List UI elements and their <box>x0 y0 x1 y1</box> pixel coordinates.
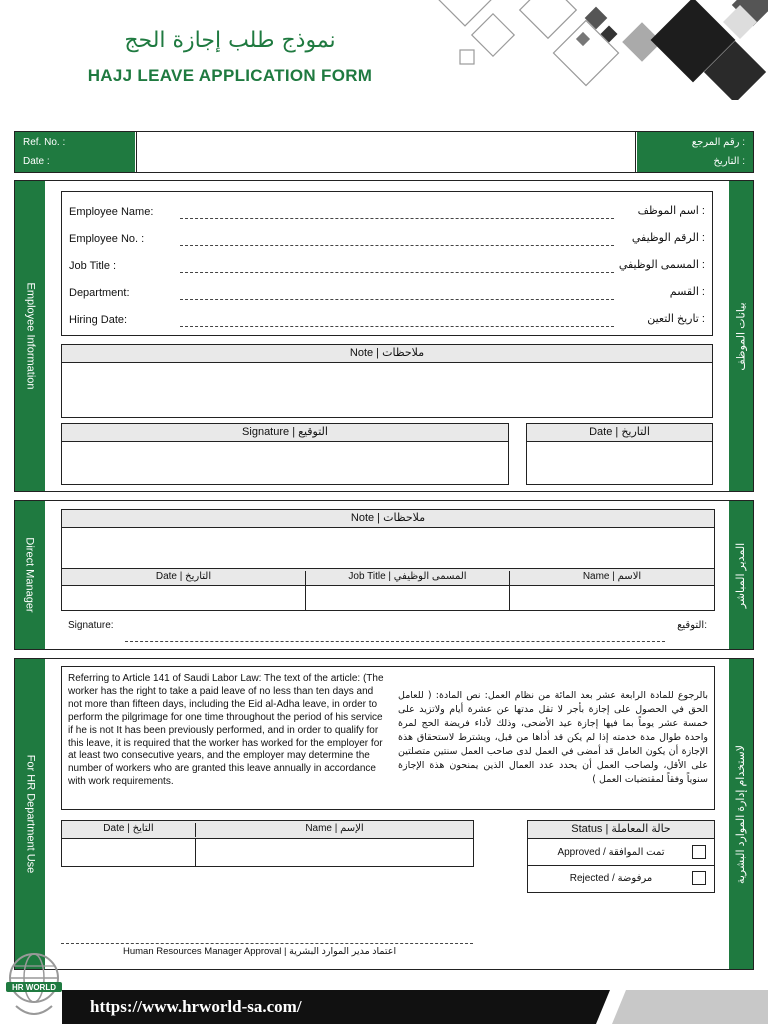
manager-signature-field[interactable] <box>125 641 665 642</box>
employee-no-field[interactable] <box>180 245 614 246</box>
employee-date-field[interactable] <box>527 442 712 484</box>
employee-no-label: Employee No. : <box>69 233 145 245</box>
form-title-arabic: نموذج طلب إجازة الحج <box>124 28 336 53</box>
manager-note-field[interactable] <box>62 528 714 568</box>
hr-side-label-ar <box>729 659 753 969</box>
rejected-checkbox[interactable] <box>692 871 706 885</box>
manager-side-label-ar-text: المدير المباشر <box>735 542 748 608</box>
reference-bar <box>14 131 754 173</box>
hr-side-label <box>15 659 45 969</box>
employee-date-header: Date | التاريخ <box>527 424 712 442</box>
status-rejected-row <box>528 866 714 892</box>
employee-name-label: Employee Name: <box>69 206 154 218</box>
department-label: Department: <box>69 287 130 299</box>
hr-approval-signature-field[interactable] <box>61 943 473 944</box>
manager-table <box>61 509 715 611</box>
manager-section <box>14 500 754 650</box>
employee-signature-box <box>61 423 509 485</box>
hiring-date-field[interactable] <box>180 326 614 327</box>
date-label: Date : <box>23 156 50 167</box>
ref-no-label: Ref. No. : <box>23 137 66 148</box>
footer-bar <box>0 990 768 1024</box>
department-field[interactable] <box>180 299 614 300</box>
manager-col-name: Name | الاسم <box>582 571 642 582</box>
hr-col-name: Name | الإسم <box>305 823 364 834</box>
manager-col-date: Date | التاريخ <box>62 571 306 585</box>
employee-signature-header: Signature | التوقيع <box>62 424 508 442</box>
manager-signature-label: Signature: <box>68 620 114 631</box>
manager-date-field[interactable] <box>62 586 306 610</box>
manager-side-label-text: Direct Manager <box>24 537 37 613</box>
decorative-squares <box>438 0 768 100</box>
footer-url[interactable]: https://www.hrworld-sa.com/ <box>90 997 302 1016</box>
manager-side-label-ar <box>729 501 753 649</box>
status-approved-row <box>528 839 714 866</box>
job-title-label-ar: المسمى الوظيفي : <box>618 259 705 271</box>
employee-note-header: Note | ملاحظات <box>62 345 712 363</box>
employee-side-label-ar <box>729 181 753 491</box>
hiring-date-label: Hiring Date: <box>69 314 128 326</box>
rejected-label: Rejected / مرفوضة <box>569 873 653 884</box>
manager-columns-header <box>62 568 714 586</box>
employee-date-box <box>526 423 713 485</box>
status-header: Status | حالة المعاملة <box>528 821 714 839</box>
manager-note-header: Note | ملاحظات <box>62 510 714 528</box>
manager-name-field[interactable] <box>510 586 714 610</box>
hr-date-field[interactable] <box>62 839 196 866</box>
hr-side-label-ar-text: لاستخدام إدارة الموارد البشرية <box>735 744 748 884</box>
employee-fields-box <box>61 191 713 336</box>
department-label-ar: القسم : <box>669 286 705 298</box>
ref-label-ar-block <box>637 132 753 172</box>
job-title-field[interactable] <box>180 272 614 273</box>
article-box <box>61 666 715 810</box>
article-text-ar: بالرجوع للمادة الرابعة عشر بعد المائة من نظام العمل: نص المادة: ( للعامل الحق في الحصول على إجازة بأجر لا تقل مدتها عن عشرة أيام ولاتزيد على خمسة عشر يوماً بما فيها إجازة عيد الأضحى، وذلك لأداء فريضة الحج لمرة واحدة طوال مدة خدمته إذا لم يكن قد أداها من قبل، ويشترط لاستحقاق هذة الإجازة أن يكون العامل قد أمضى في العمل لدى صاحب العمل سنتين متصلتين على الأقل، ولصاحب العمل أن يحدد عدد العمال الذين يمنحون هذة الإجازة سنوياً وفقاً لمقتضيات العمل ) <box>398 690 708 785</box>
hr-section <box>14 658 754 970</box>
employee-note-box <box>61 344 713 418</box>
manager-col-job: Job Title | المسمى الوظيفي <box>306 571 510 585</box>
employee-name-label-ar: اسم الموظف : <box>637 205 705 217</box>
logo-text: HR WORLD <box>12 983 56 992</box>
employee-section <box>14 180 754 492</box>
employee-side-label <box>15 181 45 491</box>
ref-input-area[interactable] <box>136 132 636 172</box>
hiring-date-label-ar: تاريخ التعين : <box>647 313 705 325</box>
employee-no-label-ar: الرقم الوظيفي : <box>631 232 705 244</box>
hr-approval-label: Human Resources Manager Approval | اعتماد مدير الموارد البشرية <box>123 946 397 957</box>
hr-col-date: Date | التايخ <box>62 823 196 837</box>
ref-label-en-block <box>15 132 135 172</box>
approved-checkbox[interactable] <box>692 845 706 859</box>
hr-side-label-text: For HR Department Use <box>24 754 36 874</box>
manager-job-field[interactable] <box>306 586 510 610</box>
employee-side-label-ar-text: بيانات الموظف <box>735 301 748 371</box>
form-title-english: HAJJ LEAVE APPLICATION FORM <box>87 66 373 85</box>
job-title-label: Job Title : <box>69 260 117 272</box>
status-table <box>527 820 715 893</box>
employee-note-field[interactable] <box>62 363 712 417</box>
employee-signature-field[interactable] <box>62 442 508 484</box>
ref-no-label-ar: رقم المرجع : <box>691 137 745 148</box>
article-text-en: Referring to Article 141 of Saudi Labor Law: The text of the article: (The worker has the right to take a paid leave of no less than ten days and not more than fifteen days, including the Eid al-Adha leave, in order to perform the pilgrimage for one time throughout the period of his service if he is not It has been previously performed, and in order to qualify for this leave, it is required that the worker has worked for the employer for at least two consecutive years, and the employer may determine the number of workers who are granted this leave annually in accordance with work requirements. <box>68 673 384 788</box>
manager-signature-label-ar: التوقيع: <box>677 620 707 631</box>
hr-signoff-header <box>62 821 473 839</box>
date-label-ar: التاريخ : <box>713 156 745 167</box>
hr-signoff-table <box>61 820 474 867</box>
employee-name-field[interactable] <box>180 218 614 219</box>
approved-label: Approved / تمت الموافقة <box>557 847 665 858</box>
employee-side-label-text: Employee Information <box>24 282 36 390</box>
hr-name-field[interactable] <box>196 839 473 866</box>
manager-side-label <box>15 501 45 649</box>
